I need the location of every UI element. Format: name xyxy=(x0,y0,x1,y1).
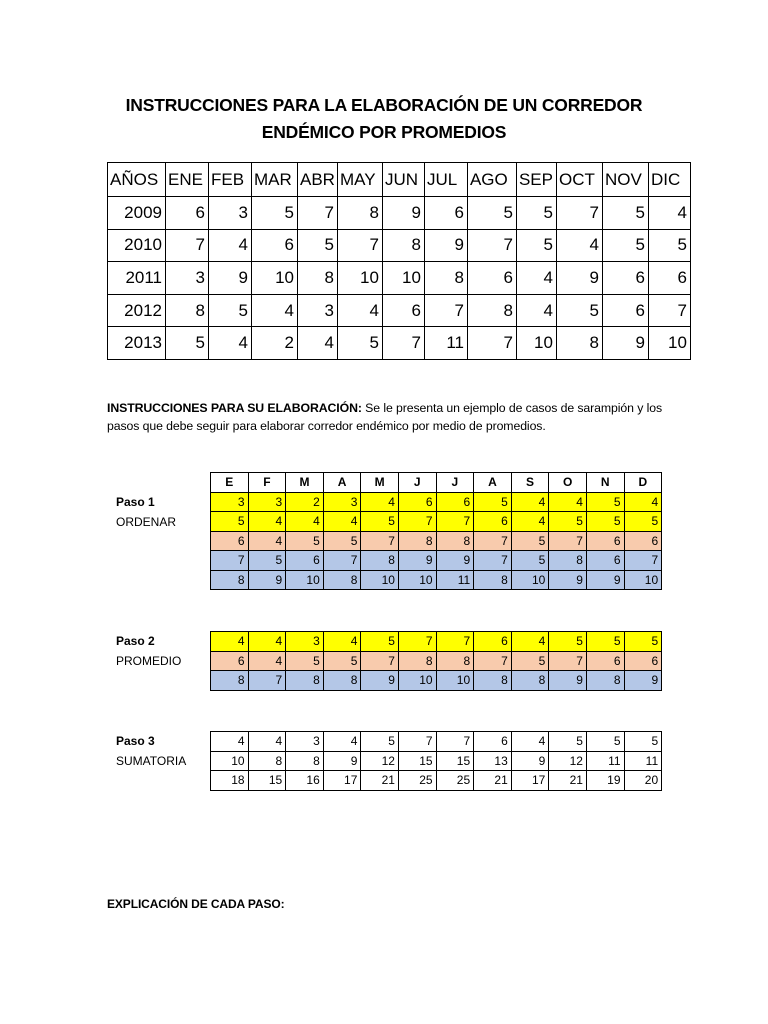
cases-cell: 4 xyxy=(648,197,690,230)
value-cell: 5 xyxy=(361,512,399,532)
value-cell: 4 xyxy=(286,512,324,532)
cases-cell: 8 xyxy=(298,262,338,295)
cases-cell: 7 xyxy=(648,294,690,327)
cases-header-cell: JUL xyxy=(424,163,467,197)
cases-cell: 5 xyxy=(298,229,338,262)
cases-cell: 7 xyxy=(298,197,338,230)
step2-name: PROMEDIO xyxy=(116,653,182,668)
value-cell: 6 xyxy=(474,732,512,752)
cases-header-cell: SEP xyxy=(516,163,556,197)
value-cell: 8 xyxy=(211,671,249,691)
step2-table xyxy=(210,631,662,691)
cases-header-cell: DIC xyxy=(648,163,690,197)
cases-cell: 5 xyxy=(602,197,648,230)
step3-row xyxy=(211,751,662,771)
value-cell: 5 xyxy=(248,551,286,571)
value-cell: 9 xyxy=(549,671,587,691)
value-cell: 10 xyxy=(398,570,436,590)
value-cell: 17 xyxy=(511,771,549,791)
cases-row xyxy=(108,197,691,230)
cases-cell: 5 xyxy=(467,197,516,230)
value-cell: 3 xyxy=(286,732,324,752)
year-cell: 2010 xyxy=(108,229,166,262)
value-cell: 19 xyxy=(586,771,624,791)
value-cell: 4 xyxy=(248,512,286,532)
value-cell: 7 xyxy=(474,651,512,671)
cases-cell: 4 xyxy=(516,262,556,295)
value-cell: 9 xyxy=(586,570,624,590)
cases-row xyxy=(108,229,691,262)
value-cell: 7 xyxy=(398,732,436,752)
value-cell: 7 xyxy=(248,671,286,691)
cases-cell: 5 xyxy=(516,197,556,230)
value-cell: 9 xyxy=(511,751,549,771)
value-cell: 5 xyxy=(549,512,587,532)
value-cell: 9 xyxy=(549,570,587,590)
year-cell: 2009 xyxy=(108,197,166,230)
value-cell: 7 xyxy=(398,632,436,652)
instructions-text: Se le presenta un ejemplo de casos de sarampión y los pasos que debe seguir para elaborar corredor endémico por medio de promedios. xyxy=(107,401,662,433)
value-cell: 9 xyxy=(323,751,361,771)
value-cell: 21 xyxy=(474,771,512,791)
step2-row xyxy=(211,671,662,691)
value-cell: 5 xyxy=(323,531,361,551)
value-cell: 4 xyxy=(248,632,286,652)
cases-cell: 5 xyxy=(252,197,298,230)
value-cell: 11 xyxy=(624,751,662,771)
cases-cell: 6 xyxy=(424,197,467,230)
cases-cell: 6 xyxy=(648,262,690,295)
cases-cell: 10 xyxy=(382,262,424,295)
value-cell: 8 xyxy=(398,651,436,671)
cases-cell: 4 xyxy=(516,294,556,327)
value-cell: 8 xyxy=(586,671,624,691)
cases-cell: 9 xyxy=(556,262,602,295)
cases-cell: 4 xyxy=(209,229,252,262)
value-cell: 4 xyxy=(511,732,549,752)
cases-cell: 7 xyxy=(467,327,516,360)
step1-table xyxy=(210,472,662,590)
value-cell: 25 xyxy=(436,771,474,791)
value-cell: 8 xyxy=(286,751,324,771)
cases-row xyxy=(108,327,691,360)
value-cell: 10 xyxy=(211,751,249,771)
value-cell: 7 xyxy=(549,651,587,671)
month-header-cell: M xyxy=(361,473,399,493)
instructions-paragraph xyxy=(107,400,667,435)
cases-cell: 7 xyxy=(382,327,424,360)
value-cell: 9 xyxy=(436,551,474,571)
value-cell: 4 xyxy=(248,732,286,752)
cases-row xyxy=(108,294,691,327)
month-header-cell: J xyxy=(436,473,474,493)
value-cell: 8 xyxy=(248,751,286,771)
value-cell: 8 xyxy=(436,531,474,551)
cases-cell: 7 xyxy=(337,229,382,262)
year-cell: 2011 xyxy=(108,262,166,295)
cases-cell: 5 xyxy=(602,229,648,262)
cases-cell: 8 xyxy=(467,294,516,327)
cases-cell: 7 xyxy=(424,294,467,327)
step1-row xyxy=(211,512,662,532)
cases-header-cell: FEB xyxy=(209,163,252,197)
value-cell: 8 xyxy=(474,671,512,691)
cases-cell: 9 xyxy=(382,197,424,230)
step1-header-row xyxy=(211,473,662,493)
cases-cell: 5 xyxy=(166,327,209,360)
value-cell: 8 xyxy=(549,551,587,571)
value-cell: 4 xyxy=(511,632,549,652)
value-cell: 6 xyxy=(586,651,624,671)
value-cell: 6 xyxy=(474,512,512,532)
cases-header-cell: NOV xyxy=(602,163,648,197)
value-cell: 7 xyxy=(474,531,512,551)
explanation-heading: EXPLICACIÓN DE CADA PASO: xyxy=(107,897,285,911)
value-cell: 7 xyxy=(361,651,399,671)
cases-cell: 5 xyxy=(516,229,556,262)
value-cell: 18 xyxy=(211,771,249,791)
cases-row xyxy=(108,262,691,295)
value-cell: 6 xyxy=(586,531,624,551)
value-cell: 10 xyxy=(436,671,474,691)
value-cell: 3 xyxy=(211,492,249,512)
year-cell: 2012 xyxy=(108,294,166,327)
value-cell: 5 xyxy=(286,531,324,551)
value-cell: 5 xyxy=(624,632,662,652)
month-header-cell: S xyxy=(511,473,549,493)
value-cell: 5 xyxy=(586,492,624,512)
value-cell: 5 xyxy=(511,551,549,571)
value-cell: 7 xyxy=(323,551,361,571)
value-cell: 5 xyxy=(511,531,549,551)
cases-cell: 6 xyxy=(467,262,516,295)
title-line-2: ENDÉMICO POR PROMEDIOS xyxy=(261,122,507,142)
cases-cell: 5 xyxy=(209,294,252,327)
step3-table xyxy=(210,731,662,791)
cases-cell: 9 xyxy=(209,262,252,295)
cases-cell: 6 xyxy=(602,294,648,327)
value-cell: 6 xyxy=(474,632,512,652)
value-cell: 9 xyxy=(624,671,662,691)
value-cell: 5 xyxy=(474,492,512,512)
value-cell: 10 xyxy=(398,671,436,691)
cases-cell: 4 xyxy=(209,327,252,360)
value-cell: 7 xyxy=(624,551,662,571)
cases-cell: 8 xyxy=(556,327,602,360)
cases-cell: 10 xyxy=(516,327,556,360)
value-cell: 7 xyxy=(211,551,249,571)
value-cell: 8 xyxy=(286,671,324,691)
cases-cell: 6 xyxy=(252,229,298,262)
value-cell: 4 xyxy=(248,651,286,671)
value-cell: 10 xyxy=(361,570,399,590)
cases-header-cell: MAR xyxy=(252,163,298,197)
cases-header-row xyxy=(108,163,691,197)
month-header-cell: E xyxy=(211,473,249,493)
value-cell: 11 xyxy=(436,570,474,590)
cases-cell: 6 xyxy=(166,197,209,230)
value-cell: 7 xyxy=(436,632,474,652)
step3-row xyxy=(211,732,662,752)
step1-name: ORDENAR xyxy=(116,514,177,529)
value-cell: 9 xyxy=(248,570,286,590)
value-cell: 5 xyxy=(361,632,399,652)
step2-label: Paso 2 xyxy=(116,634,155,648)
value-cell: 8 xyxy=(511,671,549,691)
value-cell: 5 xyxy=(286,651,324,671)
cases-cell: 2 xyxy=(252,327,298,360)
year-cell: 2013 xyxy=(108,327,166,360)
value-cell: 2 xyxy=(286,492,324,512)
value-cell: 5 xyxy=(624,732,662,752)
title-line-1: INSTRUCCIONES PARA LA ELABORACIÓN DE UN CORREDOR xyxy=(125,95,643,115)
value-cell: 11 xyxy=(586,751,624,771)
cases-cell: 10 xyxy=(337,262,382,295)
value-cell: 16 xyxy=(286,771,324,791)
value-cell: 5 xyxy=(549,632,587,652)
cases-cell: 5 xyxy=(556,294,602,327)
value-cell: 7 xyxy=(474,551,512,571)
value-cell: 8 xyxy=(323,671,361,691)
cases-header-cell: AÑOS xyxy=(108,163,166,197)
value-cell: 4 xyxy=(211,632,249,652)
step2-row xyxy=(211,632,662,652)
month-header-cell: A xyxy=(323,473,361,493)
step1-row xyxy=(211,531,662,551)
month-header-cell: M xyxy=(286,473,324,493)
cases-table xyxy=(107,162,691,360)
value-cell: 4 xyxy=(361,492,399,512)
step3-caption xyxy=(116,732,186,771)
value-cell: 25 xyxy=(398,771,436,791)
value-cell: 6 xyxy=(624,651,662,671)
value-cell: 5 xyxy=(586,512,624,532)
value-cell: 17 xyxy=(323,771,361,791)
value-cell: 6 xyxy=(211,531,249,551)
cases-cell: 3 xyxy=(166,262,209,295)
cases-cell: 4 xyxy=(298,327,338,360)
cases-cell: 6 xyxy=(602,262,648,295)
cases-header-cell: JUN xyxy=(382,163,424,197)
value-cell: 6 xyxy=(436,492,474,512)
value-cell: 10 xyxy=(286,570,324,590)
cases-cell: 7 xyxy=(556,197,602,230)
cases-cell: 8 xyxy=(337,197,382,230)
value-cell: 8 xyxy=(323,570,361,590)
cases-cell: 7 xyxy=(467,229,516,262)
cases-cell: 7 xyxy=(166,229,209,262)
step1-label: Paso 1 xyxy=(116,495,155,509)
value-cell: 21 xyxy=(549,771,587,791)
month-header-cell: J xyxy=(398,473,436,493)
value-cell: 4 xyxy=(323,632,361,652)
value-cell: 4 xyxy=(511,492,549,512)
step2-row xyxy=(211,651,662,671)
value-cell: 5 xyxy=(549,732,587,752)
value-cell: 7 xyxy=(549,531,587,551)
value-cell: 4 xyxy=(549,492,587,512)
value-cell: 4 xyxy=(624,492,662,512)
value-cell: 15 xyxy=(436,751,474,771)
value-cell: 21 xyxy=(361,771,399,791)
value-cell: 6 xyxy=(211,651,249,671)
value-cell: 5 xyxy=(511,651,549,671)
value-cell: 5 xyxy=(624,512,662,532)
value-cell: 3 xyxy=(286,632,324,652)
cases-cell: 3 xyxy=(209,197,252,230)
step3-label: Paso 3 xyxy=(116,734,155,748)
value-cell: 7 xyxy=(436,512,474,532)
month-header-cell: N xyxy=(586,473,624,493)
cases-cell: 8 xyxy=(424,262,467,295)
step1-row xyxy=(211,551,662,571)
step2-caption xyxy=(116,632,181,671)
cases-cell: 6 xyxy=(382,294,424,327)
month-header-cell: O xyxy=(549,473,587,493)
value-cell: 4 xyxy=(211,732,249,752)
cases-cell: 10 xyxy=(648,327,690,360)
cases-cell: 5 xyxy=(337,327,382,360)
value-cell: 9 xyxy=(398,551,436,571)
cases-cell: 3 xyxy=(298,294,338,327)
cases-header-cell: ENE xyxy=(166,163,209,197)
value-cell: 5 xyxy=(586,732,624,752)
value-cell: 7 xyxy=(398,512,436,532)
value-cell: 4 xyxy=(248,531,286,551)
value-cell: 3 xyxy=(248,492,286,512)
cases-header-cell: ABR xyxy=(298,163,338,197)
value-cell: 6 xyxy=(398,492,436,512)
month-header-cell: A xyxy=(474,473,512,493)
cases-cell: 4 xyxy=(252,294,298,327)
value-cell: 13 xyxy=(474,751,512,771)
cases-cell: 11 xyxy=(424,327,467,360)
value-cell: 12 xyxy=(549,751,587,771)
value-cell: 9 xyxy=(361,671,399,691)
value-cell: 12 xyxy=(361,751,399,771)
cases-header-cell: OCT xyxy=(556,163,602,197)
value-cell: 5 xyxy=(586,632,624,652)
value-cell: 20 xyxy=(624,771,662,791)
cases-cell: 4 xyxy=(337,294,382,327)
value-cell: 8 xyxy=(361,551,399,571)
value-cell: 8 xyxy=(474,570,512,590)
value-cell: 15 xyxy=(248,771,286,791)
step3-name: SUMATORIA xyxy=(116,753,187,768)
value-cell: 4 xyxy=(511,512,549,532)
value-cell: 3 xyxy=(323,492,361,512)
value-cell: 5 xyxy=(323,651,361,671)
cases-header-cell: AGO xyxy=(467,163,516,197)
month-header-cell: F xyxy=(248,473,286,493)
document-title xyxy=(0,92,768,146)
value-cell: 8 xyxy=(398,531,436,551)
cases-header-cell: MAY xyxy=(337,163,382,197)
cases-cell: 9 xyxy=(602,327,648,360)
value-cell: 6 xyxy=(624,531,662,551)
step1-row xyxy=(211,492,662,512)
value-cell: 7 xyxy=(436,732,474,752)
step3-row xyxy=(211,771,662,791)
instructions-label: INSTRUCCIONES PARA SU ELABORACIÓN: xyxy=(107,401,362,415)
month-header-cell: D xyxy=(624,473,662,493)
value-cell: 15 xyxy=(398,751,436,771)
value-cell: 7 xyxy=(361,531,399,551)
cases-cell: 9 xyxy=(424,229,467,262)
value-cell: 10 xyxy=(511,570,549,590)
cases-cell: 8 xyxy=(382,229,424,262)
value-cell: 4 xyxy=(323,512,361,532)
step1-row xyxy=(211,570,662,590)
value-cell: 5 xyxy=(361,732,399,752)
cases-cell: 4 xyxy=(556,229,602,262)
value-cell: 5 xyxy=(211,512,249,532)
cases-cell: 10 xyxy=(252,262,298,295)
step1-caption xyxy=(116,493,176,532)
value-cell: 6 xyxy=(286,551,324,571)
value-cell: 4 xyxy=(323,732,361,752)
value-cell: 10 xyxy=(624,570,662,590)
value-cell: 8 xyxy=(436,651,474,671)
value-cell: 8 xyxy=(211,570,249,590)
value-cell: 6 xyxy=(586,551,624,571)
cases-cell: 8 xyxy=(166,294,209,327)
cases-cell: 5 xyxy=(648,229,690,262)
